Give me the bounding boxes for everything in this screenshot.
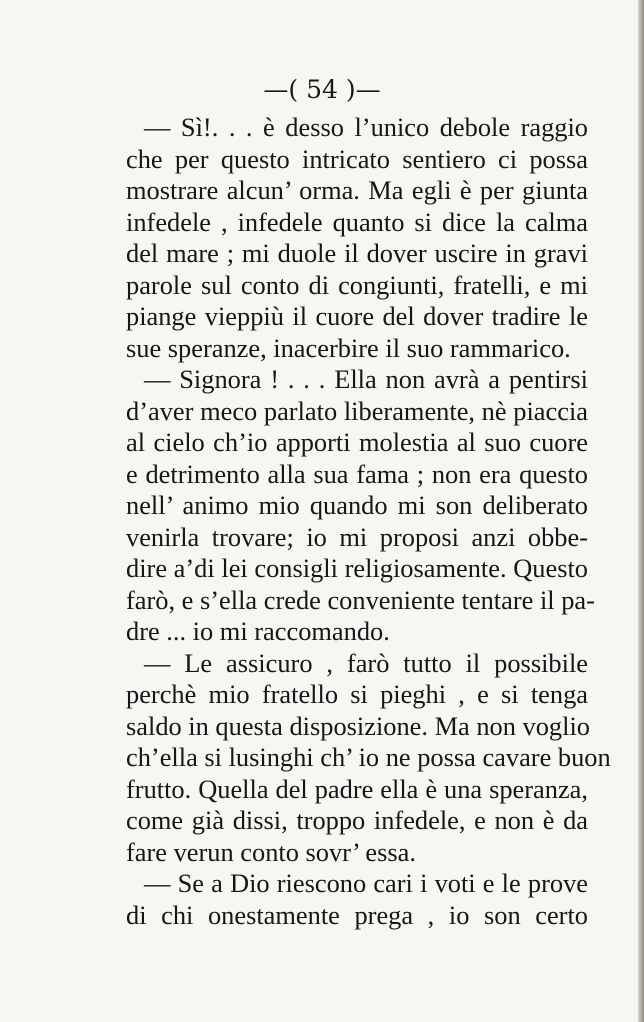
text-line: infedele , infedele quanto si dice la calma bbox=[126, 206, 588, 237]
text-line: — Se a Dio riescono cari i voti e le prove bbox=[144, 868, 588, 898]
text-line: saldo in questa disposizione. Ma non voglio bbox=[126, 710, 590, 741]
text-line: parole sul conto di congiunti, fratelli, e mi bbox=[126, 269, 588, 300]
text-line: piange vieppiù il cuore del dover tradire le bbox=[126, 301, 588, 331]
text-line: d’aver meco parlato liberamente, nè piaccia bbox=[126, 395, 588, 426]
text-line: frutto. Quella del padre ella è una speranza, bbox=[126, 773, 588, 804]
text-line: — Signora ! . . . Ella non avrà a pentirsi bbox=[144, 364, 588, 394]
page-text bbox=[126, 112, 611, 931]
text-line: e detrimento alla sua fama ; non era questo bbox=[126, 458, 588, 489]
text-line: sue speranze, inacerbire il suo rammarico. bbox=[126, 332, 571, 363]
text-line: — Sì!. . . è desso l’unico debole raggio bbox=[144, 112, 588, 142]
text-line: come già dissi, troppo infedele, e non è da bbox=[126, 805, 588, 835]
text-line: ch’ella si lusinghi ch’ io ne possa cavare buon bbox=[126, 742, 611, 772]
page-edge bbox=[638, 0, 644, 1022]
text-line: del mare ; mi duole il dover uscire in gravi bbox=[126, 238, 588, 268]
text-line: — Le assicuro , farò tutto il possibile bbox=[144, 647, 588, 678]
text-line: farò, e s’ella crede conveniente tentare il pa- bbox=[126, 584, 595, 615]
page-number: —( 54 )— bbox=[263, 75, 381, 104]
text-line: dre ... io mi raccomando. bbox=[126, 616, 390, 646]
text-line: perchè mio fratello si pieghi , e si tenga bbox=[126, 679, 588, 709]
text-line: di chi onestamente prega , io son certo bbox=[126, 899, 588, 930]
text-line: che per questo intricato sentiero ci possa bbox=[126, 143, 588, 174]
text-line: fare verun conto sovr’ essa. bbox=[126, 836, 416, 867]
text-line: mostrare alcun’ orma. Ma egli è per giunta bbox=[126, 175, 588, 205]
text-line: venirla trovare; io mi proposi anzi obbe- bbox=[126, 521, 588, 552]
text-line: al cielo ch’io apporti molestia al suo cuore bbox=[126, 427, 588, 457]
text-line: nell’ animo mio quando mi son deliberato bbox=[126, 490, 588, 520]
text-line: dire a’di lei consigli religiosamente. Questo bbox=[126, 553, 588, 583]
